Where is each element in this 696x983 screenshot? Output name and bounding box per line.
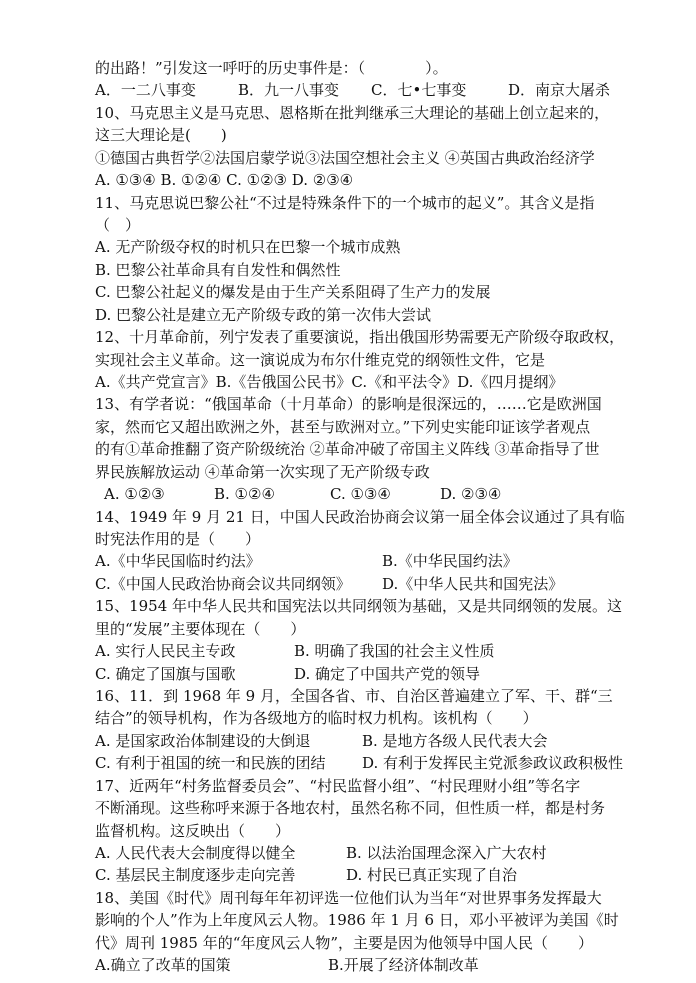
q16-option-b: B. 是地方各级人民代表大会	[362, 731, 548, 750]
question-11-line-1: 11、马克思说巴黎公社“不过是特殊条件下的一个城市的起义”。其含义是指	[95, 193, 595, 212]
question-17-line-2: 不断涌现。这些称呼来源于各地农村，虽然名称不同，但性质一样，都是村务	[95, 799, 606, 817]
question-18-line-2: 影响的个人”作为上年度风云人物。1986 年 1 月 6 日，邓小平被评为美国《时	[95, 911, 619, 930]
q14-option-d: D.《中华人民共和国宪法》	[382, 574, 564, 593]
question-10-line-1: 10、马克思主义是马克思、恩格斯在批判继承三大理论的基础上创立起来的，	[95, 103, 610, 122]
q13-option-a: A. ①②③	[104, 485, 165, 504]
question-10-line-2: 这三大理论是( )	[95, 126, 227, 145]
q9-option-a: A．一二八事变	[95, 81, 196, 100]
q16-option-a: A. 是国家政治体制建设的大倒退	[95, 731, 311, 750]
q17-option-a: A. 人民代表大会制度得以健全	[95, 843, 296, 862]
q17-option-c: C. 基层民主制度逐步走向完善	[95, 866, 296, 885]
question-10-options: A. ①③④ B. ①②④ C. ①②③ D. ②③④	[95, 171, 354, 190]
q11-option-d: D. 巴黎公社是建立无产阶级专政的第一次伟大尝试	[95, 305, 432, 324]
question-10-items: ①德国古典哲学②法国启蒙学说③法国空想社会主义 ④英国古典政治经济学	[95, 148, 595, 167]
question-18-line-1: 18、美国《时代》周刊每年年初评选一位他们认为当年“对世界事务发挥最大	[95, 888, 602, 907]
q13-option-d: D. ②③④	[440, 485, 502, 504]
question-13-line-2: 家，然而它又超出欧洲之外，甚至与欧洲对立。”下列史实能印证该学者观点	[95, 417, 591, 436]
q11-option-b: B. 巴黎公社革命具有自发性和偶然性	[95, 260, 341, 279]
q15-option-d: D. 确定了中国共产党的领导	[294, 664, 481, 683]
q18-option-a: A.确立了改革的国策	[95, 956, 231, 974]
q17-option-d: D. 村民已真正实现了自治	[346, 866, 518, 885]
q16-option-c: C. 有利于祖国的统一和民族的团结	[95, 754, 326, 773]
q9-option-c: C．七•七事变	[371, 81, 467, 100]
q14-option-b: B.《中华民国约法》	[382, 552, 518, 571]
q14-option-a: A.《中华民国临时约法》	[95, 552, 261, 571]
q14-option-c: C.《中国人民政治协商会议共同纲领》	[95, 574, 351, 593]
question-17-line-1: 17、近两年“村务监督委员会”、“村民监督小组”、“村民理财小组”等名字	[95, 776, 581, 795]
question-15-line-1: 15、1954 年中华人民共和国宪法以共同纲领为基础，又是共同纲领的发展。这	[95, 597, 623, 616]
question-14-line-2: 时宪法作用的是（ ）	[95, 529, 261, 548]
q17-option-b: B. 以法治国理念深入广大农村	[346, 843, 547, 862]
question-16-line-1: 16、11．到 1968 年 9 月，全国各省、市、自治区普遍建立了军、干、群“三	[95, 686, 613, 705]
question-13-line-3: 的有①革命推翻了资产阶级统治 ②革命冲破了帝国主义阵线 ③革命指导了世	[95, 440, 600, 459]
question-12-options: A.《共产党宣言》B.《告俄国公民书》C.《和平法令》D.《四月提纲》	[95, 372, 564, 391]
question-14-line-1: 14、1949 年 9 月 21 日，中国人民政治协商会议第一届全体会议通过了具有临	[95, 507, 625, 526]
question-13-line-4: 界民族解放运动 ④革命第一次实现了无产阶级专政	[95, 462, 430, 481]
question-13-line-1: 13、有学者说：“俄国革命（十月革命）的影响是很深远的，……它是欧洲国	[95, 395, 602, 414]
question-12-line-1: 12、十月革命前，列宁发表了重要演说，指出俄国形势需要无产阶级夺取政权，	[95, 328, 625, 347]
question-11-line-2: （ ）	[95, 216, 141, 234]
q15-option-a: A. 实行人民民主专政	[95, 642, 236, 660]
q18-option-b: B.开展了经济体制改革	[328, 956, 479, 974]
question-18-line-3: 代》周刊 1985 年的“年度风云人物”，主要是因为他领导中国人民（ ）	[95, 933, 594, 952]
q11-option-c: C. 巴黎公社起义的爆发是由于生产关系阻碍了生产力的发展	[95, 283, 491, 302]
question-12-line-2: 实现社会主义革命。这一演说成为布尔什维克党的纲领性文件，它是	[95, 350, 546, 369]
q11-option-a: A. 无产阶级夺权的时机只在巴黎一个城市成熟	[95, 238, 401, 257]
question-17-line-3: 监督机构。这反映出（ ）	[95, 821, 291, 840]
q9-option-d: D．南京大屠杀	[508, 81, 611, 100]
q15-option-c: C. 确定了国旗与国歌	[95, 664, 236, 683]
q13-option-c: C. ①③④	[330, 485, 391, 504]
q16-option-d: D. 有利于发挥民主党派参政议政积极性	[362, 754, 624, 773]
q9-option-b: B．九一八事变	[238, 81, 340, 100]
question-9-stem-end: 的出路！”引发这一呼吁的历史事件是：（ ）。	[95, 59, 448, 77]
q13-option-b: B. ①②④	[214, 485, 275, 504]
question-15-line-2: 里的“发展”主要体现在（ ）	[95, 619, 306, 638]
question-16-line-2: 结合”的领导机构，作为各级地方的临时权力机构。该机构（ ）	[95, 709, 538, 728]
q15-option-b: B. 明确了我国的社会主义性质	[294, 642, 495, 660]
